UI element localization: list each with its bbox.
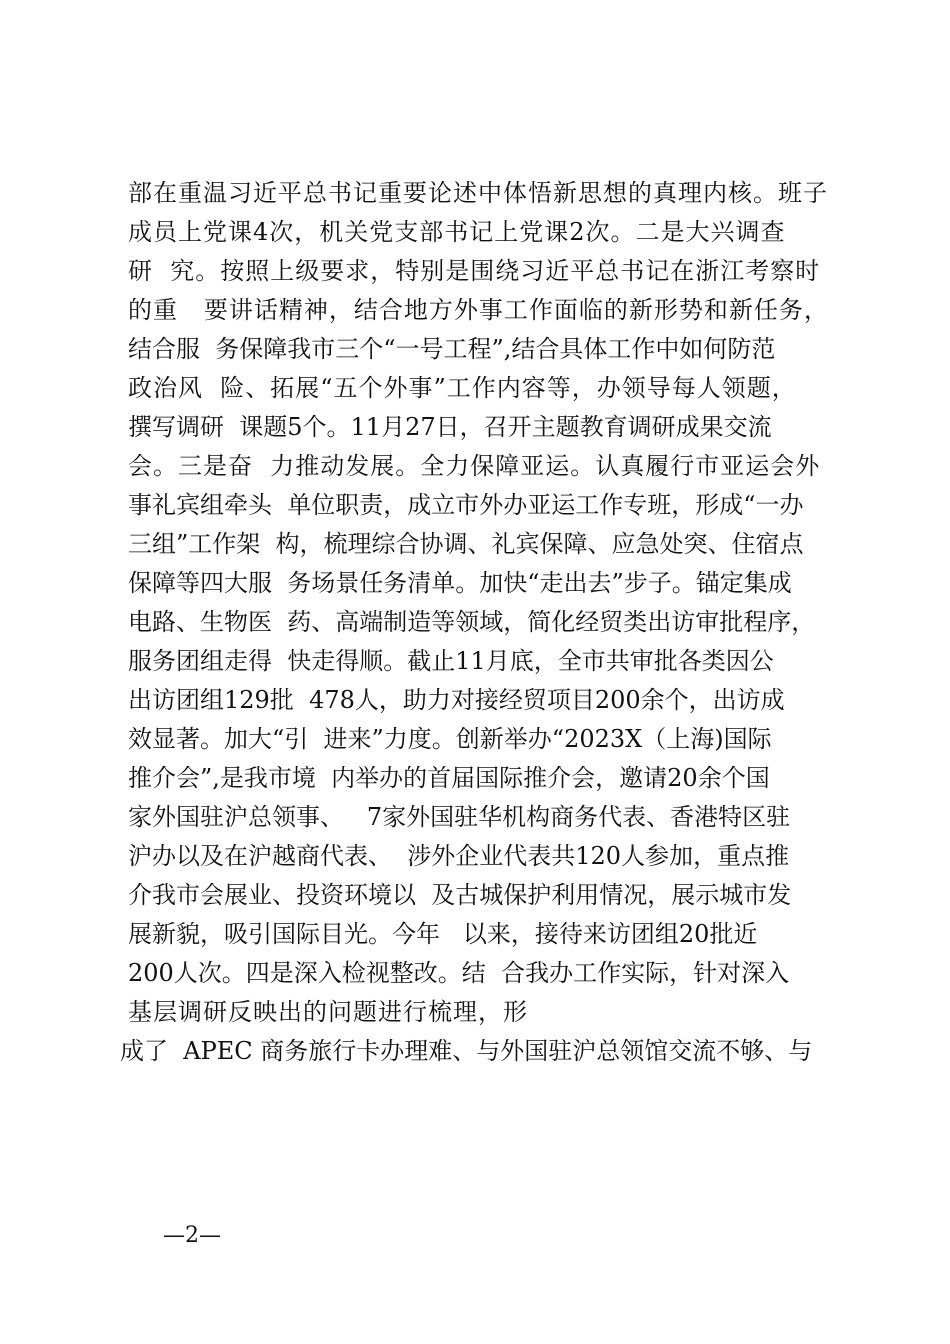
text-line: 会。三是奋 力推动发展。全力保障亚运。认真履行市亚运会外 <box>128 452 821 480</box>
text-line: 撰写调研 课题5个。11月27日，召开主题教育调研成果交流 <box>128 413 772 441</box>
text-line: 的重 要讲话精神，结合地方外事工作面临的新形势和新任务， <box>128 296 829 324</box>
text-line: 成了 APEC 商务旅行卡办理难、与外国驻沪总领馆交流不够、与 <box>120 1037 813 1065</box>
text-line: 200人次。四是深入检视整改。结 合我办工作实际，针对深入 <box>128 959 790 987</box>
text-line: 研 究。按照上级要求，特别是围绕习近平总书记在浙江考察时 <box>128 257 821 285</box>
text-line: 介我市会展业、投资环境以 及古城保护利用情况，展示城市发 <box>128 881 792 909</box>
text-line: 三组”工作架 构，梳理综合协调、礼宾保障、应急处突、住宿点 <box>128 530 804 558</box>
text-line: 出访团组129批 478人，助力对接经贸项目200余个，出访成 <box>128 686 785 714</box>
text-line: 政治风 险、拓展“五个外事”工作内容等，办领导每人领题， <box>128 374 797 402</box>
text-line: 沪办以及在沪越商代表、 涉外企业代表共120人参加，重点推 <box>128 842 790 870</box>
text-line: 结合服 务保障我市三个“一号工程”,结合具体工作中如何防范 <box>128 335 776 363</box>
text-line: 服务团组走得 快走得顺。截止11月底，全市共审批各类因公 <box>128 647 774 675</box>
text-line: 基层调研反映出的问题进行梳理，形 <box>128 998 528 1026</box>
page-number: —2— <box>163 1223 221 1248</box>
text-line: 成员上党课4次，机关党支部书记上党课2次。二是大兴调查 <box>128 218 786 246</box>
text-line: 展新貌，吸引国际目光。今年 以来，接待来访团组20批近 <box>128 920 758 948</box>
text-line: 家外国驻沪总领事、 7家外国驻华机构商务代表、香港特区驻 <box>128 803 791 831</box>
text-line: 保障等四大服 务场景任务清单。加快“走出去”步子。锚定集成 <box>128 569 792 597</box>
text-line: 事礼宾组牵头 单位职责，成立市外办亚运工作专班，形成“一办 <box>128 491 804 519</box>
body-paragraph <box>120 174 848 1071</box>
text-line: 电路、生物医 药、高端制造等领域，简化经贸类出访审批程序， <box>128 608 816 636</box>
text-line: 推介会”,是我市境 内举办的首届国际推介会，邀请20余个国 <box>128 764 770 792</box>
text-line: 效显著。加大“引 进来”力度。创新举办“2023X（上海)国际 <box>128 725 772 753</box>
text-line: 部在重温习近平总书记重要论述中体悟新思想的真理内核。班子 <box>128 179 828 207</box>
